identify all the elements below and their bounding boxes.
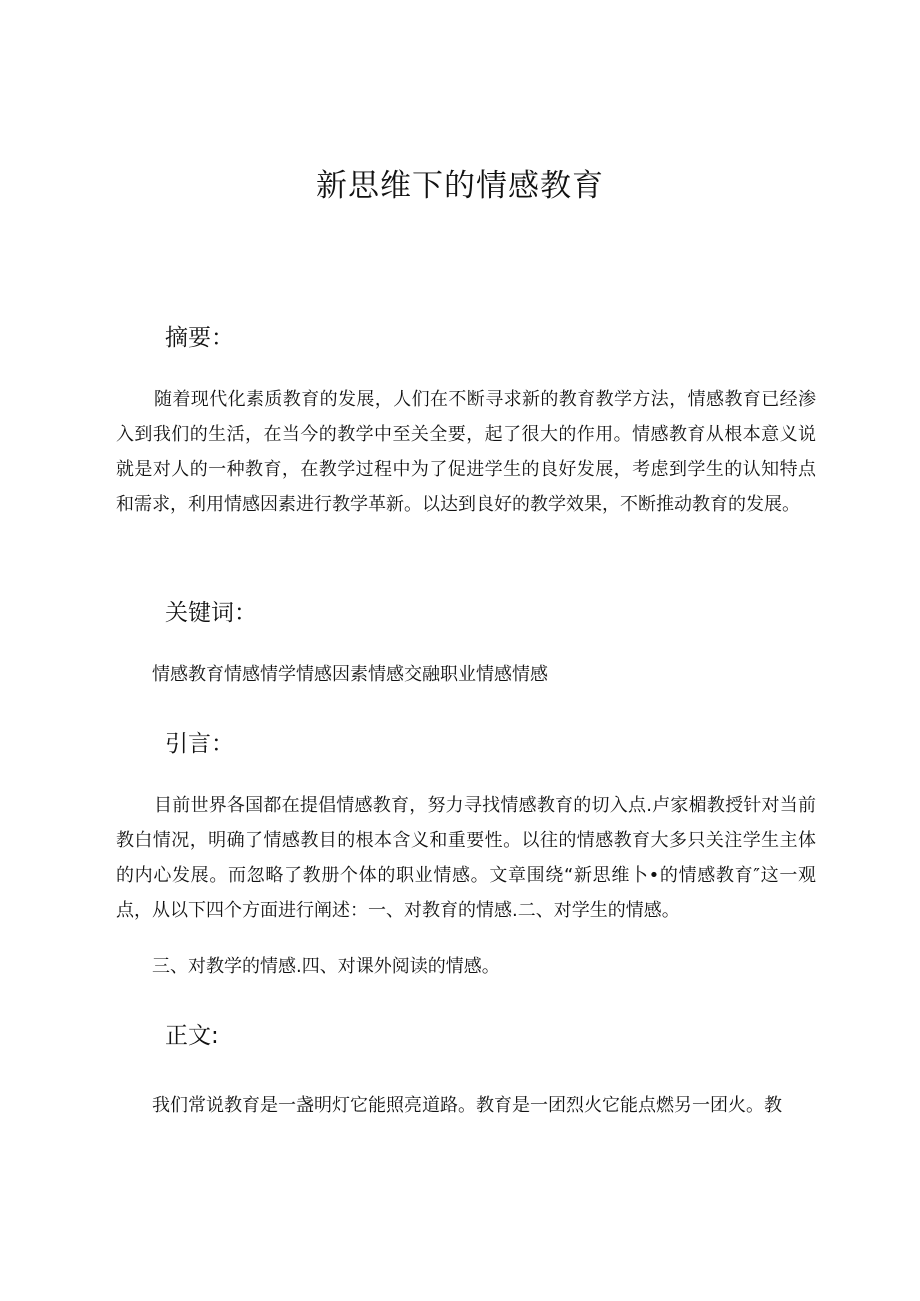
document-title: 新思维下的情感教育: [316, 168, 604, 204]
keywords-text: 情感教育情感情学情感因素情感交融职业情感情感: [152, 664, 548, 685]
abstract-paragraph: 随着现代化素质教育的发展，人们在不断寻求新的教育教学方法，情感教育已经渗入到我们的生活，在当今的教学中至关全要，起了很大的作用。情感教育从根本意义说就是对人的一种教育，在教学过程中为了促进学生的良好发展，考虑到学生的认知特点和需求，利用情感因素进行教学革新。以达到良好的教学效果，不断推动教育的发展。: [116, 389, 816, 515]
body-paragraph: 我们常说教育是一盏明灯它能照亮道路。教育是一团烈火它能点燃另一团火。教: [152, 1095, 782, 1116]
intro-paragraph-continued: 三、对教学的情感.四、对课外阅读的情感。: [152, 956, 500, 977]
abstract-heading: 摘要：: [165, 325, 234, 351]
keywords-heading: 关键词：: [165, 600, 257, 626]
intro-heading: 引言：: [165, 731, 234, 757]
intro-paragraph: 目前世界各国都在提倡情感教育，努力寻找情感教育的切入点.卢家楣教授针对当前教白情况，明确了情感教目的根本含义和重要性。以往的情感教育大多只关注学生主体的内心发展。而忽略了教册个体的职业情感。文章围绕“新思维卜•的情感教育″这一观点，从以下四个方面进行阐述：一、对教育的情感.二、对学生的情感。: [116, 795, 816, 921]
body-heading: 正文:: [165, 1023, 219, 1049]
